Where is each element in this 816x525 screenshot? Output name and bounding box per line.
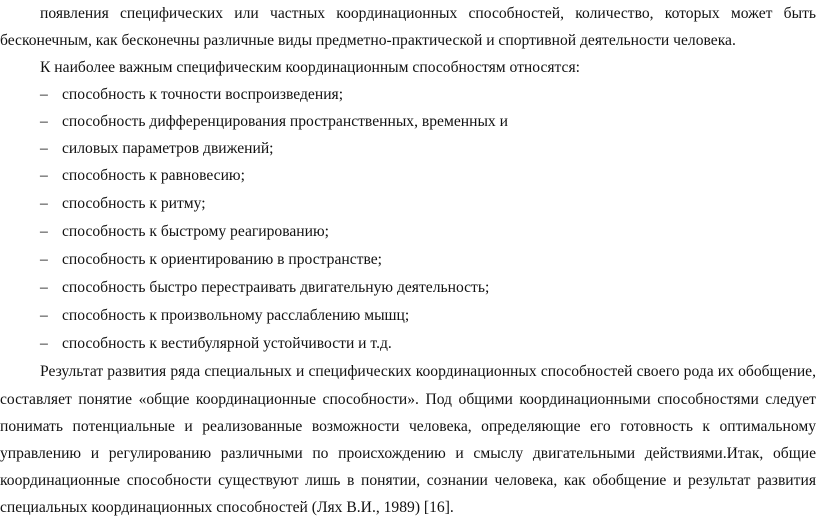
dash-bullet: – xyxy=(40,167,48,184)
list-item xyxy=(0,250,816,277)
list-item-text: способность к быстрому реагированию; xyxy=(62,223,329,240)
dash-bullet: – xyxy=(40,279,48,296)
dash-bullet: – xyxy=(40,307,48,324)
list-item xyxy=(0,85,816,112)
list-intro: К наиболее важным специфическим координационным способностям относятся: xyxy=(40,59,580,76)
dash-bullet: – xyxy=(40,140,48,157)
paragraph-2-line-2: составляет понятие «общие координационные способности». Под общими координационными способностями следует xyxy=(0,391,816,408)
paragraph-1-line-1: появления специфических или частных координационных способностей, количество, которых может быть xyxy=(40,5,816,22)
list-item-text: способность дифференцирования пространственных, временных и xyxy=(62,113,508,130)
dash-bullet: – xyxy=(40,195,48,212)
list-item xyxy=(0,222,816,249)
dash-bullet: – xyxy=(40,86,48,103)
list-item-text: способность к ритму; xyxy=(62,195,206,212)
list-item-text: способность быстро перестраивать двигательную деятельность; xyxy=(62,279,490,296)
list-item xyxy=(0,166,816,193)
dash-bullet: – xyxy=(40,113,48,130)
list-item-text: способность к произвольному расслаблению мышц; xyxy=(62,307,410,324)
list-item xyxy=(0,112,816,139)
list-item-text: силовых параметров движений; xyxy=(62,140,274,157)
dash-bullet: – xyxy=(40,223,48,240)
list-item xyxy=(0,334,816,361)
list-item-text: способность к точности воспроизведения; xyxy=(62,86,344,103)
list-item xyxy=(0,194,816,221)
list-item xyxy=(0,306,816,333)
list-item-text: способность к вестибулярной устойчивости и т.д. xyxy=(62,335,392,352)
paragraph-2-line-4: управлению и регулированию различными по происхождению и смыслу двигательными действиями.Итак, общие xyxy=(0,445,816,462)
list-item-text: способность к равновесию; xyxy=(62,167,245,184)
paragraph-2-line-5: координационные способности существуют лишь в понятии, сознании человека, как обобщение и результат развития xyxy=(0,472,816,489)
paragraph-2-line-1: Результат развития ряда специальных и специфических координационных способностей своего рода их обобщение, xyxy=(40,363,816,380)
list-item-text: способность к ориентированию в пространстве; xyxy=(62,251,382,268)
paragraph-2-line-6: специальных координационных способностей (Лях В.И., 1989) [16]. xyxy=(0,499,454,516)
list-item xyxy=(0,139,816,166)
dash-bullet: – xyxy=(40,251,48,268)
paragraph-2-line-3: понимать потенциальные и реализованные возможности человека, определяющие его готовность к оптимальному xyxy=(0,418,816,435)
paragraph-1-line-2: бесконечным, как бесконечны различные виды предметно-практической и спортивной деятельности человека. xyxy=(0,32,736,49)
dash-bullet: – xyxy=(40,335,48,352)
list-item xyxy=(0,278,816,305)
